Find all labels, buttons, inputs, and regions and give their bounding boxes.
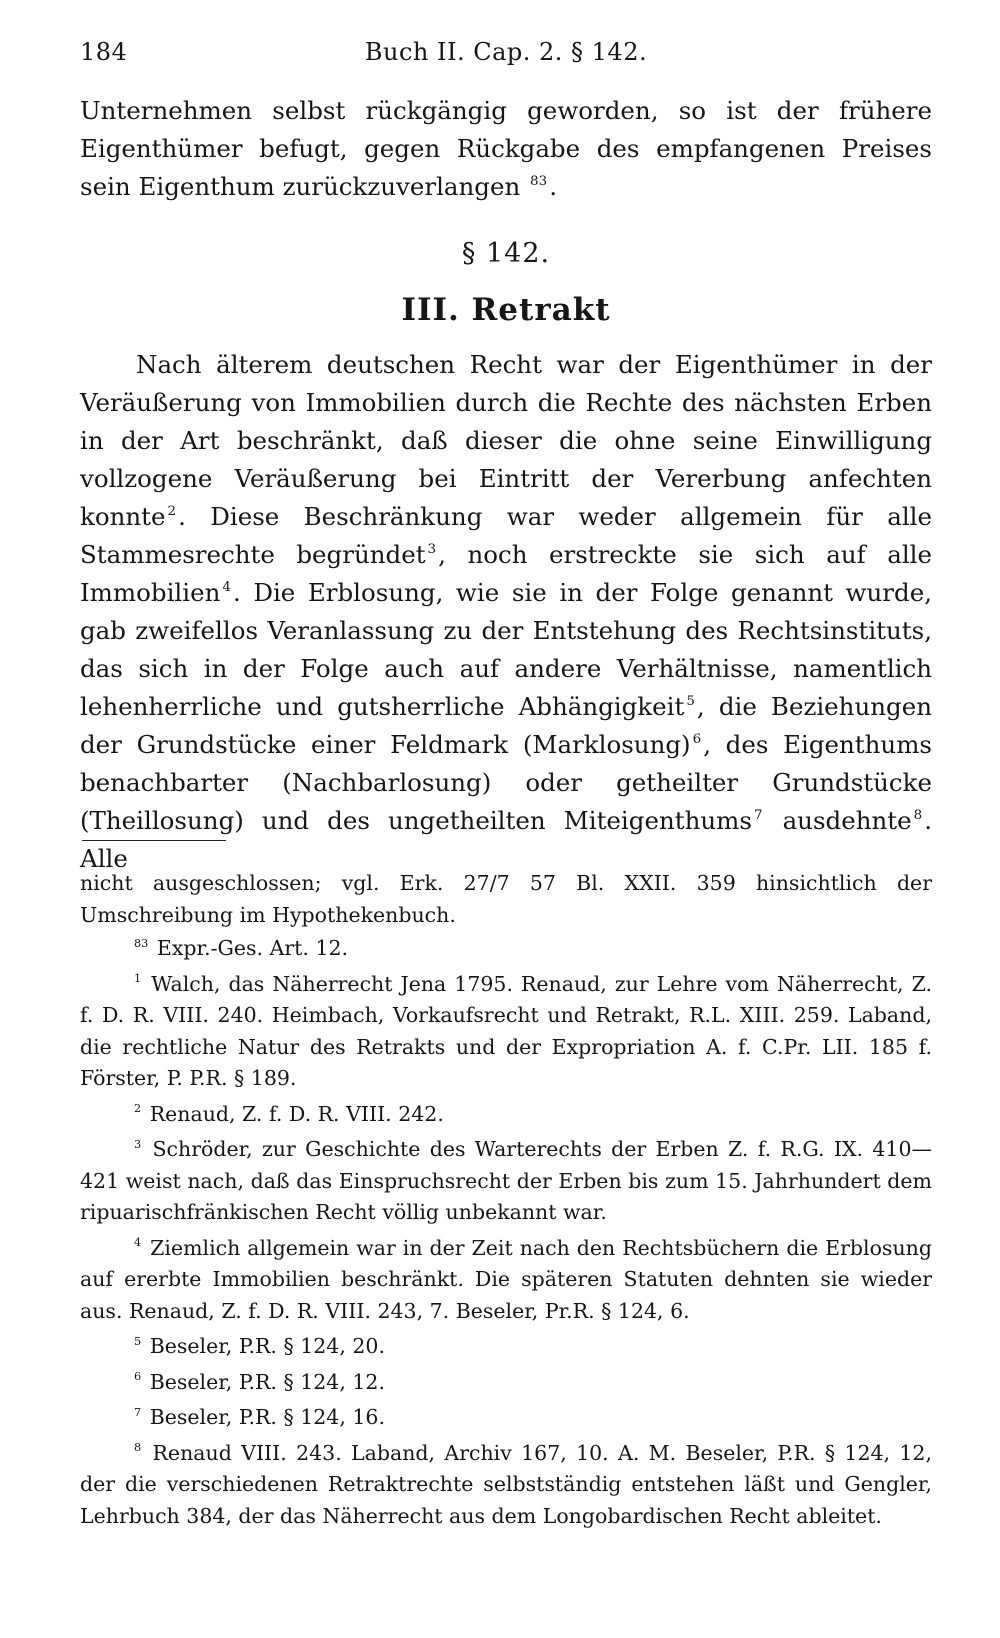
running-head: Buch II. Cap. 2. § 142. xyxy=(364,38,648,66)
footnote-ref: 3 xyxy=(427,540,437,557)
footnote-text: Renaud, Z. f. D. R. VIII. 242. xyxy=(149,1101,444,1126)
footnote-text: Ziemlich allgemein war in der Zeit nach den Rechtsbüchern die Erblosung auf ererbte Immobilien beschränkt. Die späteren Statuten dehnten sie wieder aus. Renaud, Z. f. D. R. VIII. 243, 7. Beseler, Pr.R. § 124, 6. xyxy=(80,1235,932,1323)
footnote-1 xyxy=(80,969,932,1095)
footnote-6 xyxy=(80,1367,932,1399)
page-header xyxy=(80,38,932,78)
footnote-7 xyxy=(80,1402,932,1434)
paragraph-text: , noch erstreckte sie sich auf alle Immobilien xyxy=(80,540,932,607)
footnote-8 xyxy=(80,1438,932,1533)
footnote-continuation: nicht ausgeschlossen; vgl. Erk. 27/7 57 Bl. XXII. 359 hinsichtlich der Umschreibung im Hypothekenbuch. xyxy=(80,871,932,927)
continuation-text: Unternehmen selbst rückgängig geworden, so ist der frühere Eigenthümer befugt, gegen Rückgabe des empfangenen Preises sein Eigenthum zurückzuverlangen xyxy=(80,96,932,201)
footnote-divider xyxy=(82,840,226,841)
footnote-mark: 4 xyxy=(134,1236,142,1250)
footnote-text: Beseler, P.R. § 124, 20. xyxy=(149,1334,385,1358)
footnote-ref: 8 xyxy=(913,806,923,823)
paragraph-text: . Diese Beschränkung war weder allgemein für alle Stammesrechte begründet xyxy=(80,502,932,569)
footnote-mark: 8 xyxy=(134,1441,142,1455)
paragraph-text: . Alle xyxy=(80,806,932,873)
footnote-text: Beseler, P.R. § 124, 12. xyxy=(149,1369,385,1394)
footnote-ref: 4 xyxy=(222,578,231,595)
section-title: III. Retrakt xyxy=(401,292,611,328)
footnote-text: Renaud VIII. 243. Laband, Archiv 167, 10. A. M. Beseler, P.R. § 124, 12, der die verschiedenen Retraktrechte selbstständig entstehen läßt und Gengler, Lehrbuch 384, der das Näherrecht aus dem Longobardischen Recht ableitet. xyxy=(80,1440,932,1528)
section-number: § 142. xyxy=(461,238,551,269)
footnote-ref: 83 xyxy=(530,172,548,189)
footnote-5 xyxy=(80,1331,932,1363)
footnote-ref: 7 xyxy=(753,806,763,823)
footnotes xyxy=(80,868,932,1532)
paragraph-text: . Die Erblosung, wie sie in der Folge genannt wurde, gab zweifellos Veranlassung zu der Entstehung des Rechtsinstituts, das sich in der Folge auch auf andere Verhältnisse, namentlich lehenherrliche und gutsherrliche Abhängigkeit xyxy=(80,578,932,721)
footnote-ref: 6 xyxy=(692,730,702,747)
footnote-mark: 2 xyxy=(134,1102,142,1116)
footnote-mark: 5 xyxy=(134,1334,142,1348)
footnote-mark: 3 xyxy=(134,1137,142,1151)
footnote-4 xyxy=(80,1233,932,1328)
footnote-text: Beseler, P.R. § 124, 16. xyxy=(149,1405,385,1429)
footnote-ref: 2 xyxy=(167,502,177,519)
footnote-text: Schröder, zur Geschichte des Warterechts der Erben Z. f. R.G. IX. 410—421 weist nach, daß das Einspruchsrecht der Erben bis zum 15. Jahrhundert dem ripuarischfränkischen Recht völlig unbekannt war. xyxy=(80,1137,932,1224)
paragraph-text: ausdehnte xyxy=(764,806,912,835)
footnote-mark: 1 xyxy=(134,972,142,986)
paragraph-text: , des Eigenthums benachbarter (Nachbarlosung) oder getheilter Grundstücke (Theillosung) und des ungetheilten Miteigenthums xyxy=(80,730,932,835)
footnote-text: Expr.-Ges. Art. 12. xyxy=(156,936,349,960)
footnote-mark: 83 xyxy=(134,936,149,950)
footnote-2 xyxy=(80,1099,932,1131)
page-number: 184 xyxy=(80,38,128,66)
footnote-mark: 6 xyxy=(134,1370,142,1384)
main-paragraph xyxy=(80,346,932,878)
footnote-3 xyxy=(80,1134,932,1229)
footnote-mark: 7 xyxy=(134,1405,142,1419)
continuation-paragraph: Unternehmen selbst rückgängig geworden, so ist der frühere Eigenthümer befugt, gegen Rückgabe des empfangenen Preises sein Eigenthum zurückzuverlangen $^{83}$. xyxy=(80,96,932,201)
paragraph-text: Nach älterem deutschen Recht war der Eigenthümer in der Veräußerung von Immobilien durch die Rechte des nächsten Erben in der Art beschränkt, daß dieser die ohne seine Einwilligung vollzogene Veräußerung bei Eintritt der Vererbung anfechten konnte xyxy=(80,350,932,531)
footnote-83 xyxy=(80,933,932,965)
footnote-text: Walch, das Näherrecht Jena 1795. Renaud, zur Lehre vom Näherrecht, Z. f. D. R. VIII. 240. Heimbach, Vorkaufsrecht und Retrakt, R.L. XIII. 259. Laband, die rechtliche Natur des Retrakts und der Expropriation A. f. C.Pr. LII. 185 f. Förster, P. P.R. § 189. xyxy=(80,971,932,1090)
footnote-ref: 5 xyxy=(686,692,695,709)
paragraph-text: , die Beziehungen der Grundstücke einer Feldmark (Marklosung) xyxy=(80,692,932,759)
